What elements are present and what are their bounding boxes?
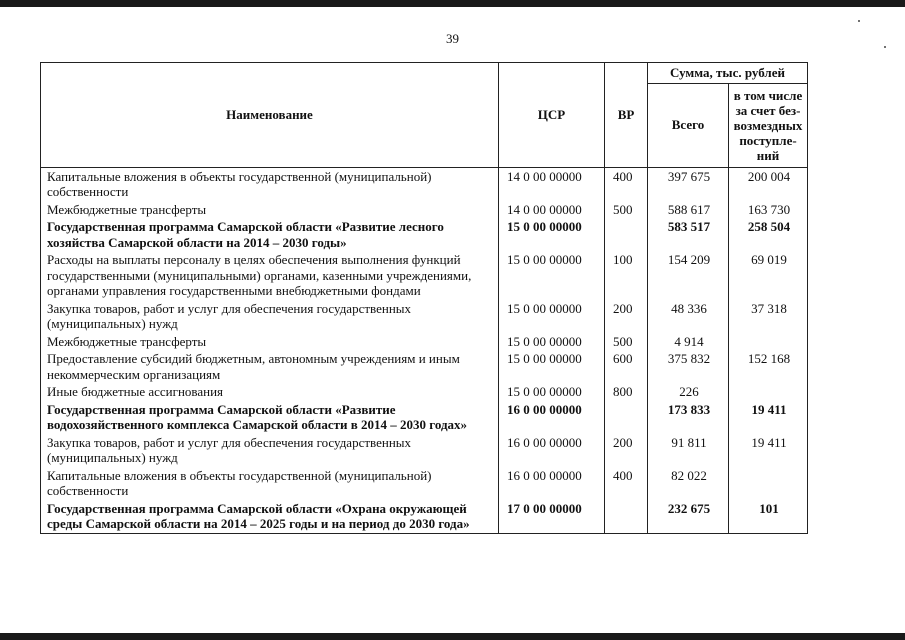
- cell-name: Закупка товаров, работ и услуг для обеспечения государственных (муниципальных) нужд: [41, 434, 499, 467]
- table-row: [41, 201, 808, 219]
- cell-free: 101: [729, 500, 808, 534]
- cell-free: 200 004: [729, 167, 808, 201]
- cell-name: Межбюджетные трансферты: [41, 201, 499, 219]
- cell-name: Государственная программа Самарской области «Охрана окружающей среды Самарской области на 2014 – 2025 годы и на период до 2030 года»: [41, 500, 499, 534]
- cell-name: Государственная программа Самарской области «Развитие лесного хозяйства Самарской области на 2014 – 2030 годы»: [41, 218, 499, 251]
- cell-total: 375 832: [648, 350, 729, 383]
- cell-total: 583 517: [648, 218, 729, 251]
- cell-free: 37 318: [729, 300, 808, 333]
- scan-speck: [858, 20, 860, 22]
- cell-free: 163 730: [729, 201, 808, 219]
- cell-name: Иные бюджетные ассигнования: [41, 383, 499, 401]
- header-free-receipts: в том числе за счет без-возмездных поступле-ний: [729, 83, 808, 167]
- scan-edge-bottom: [0, 633, 905, 640]
- program-row: [41, 500, 808, 534]
- cell-csr: 16 0 00 00000: [499, 401, 605, 434]
- cell-csr: 15 0 00 00000: [499, 333, 605, 351]
- cell-vr: [605, 500, 648, 534]
- table-row: [41, 383, 808, 401]
- cell-csr: 17 0 00 00000: [499, 500, 605, 534]
- table-row: [41, 300, 808, 333]
- cell-vr: 200: [605, 300, 648, 333]
- header-vr: ВР: [605, 63, 648, 168]
- program-row: [41, 401, 808, 434]
- cell-total: 91 811: [648, 434, 729, 467]
- cell-vr: 500: [605, 201, 648, 219]
- cell-vr: [605, 218, 648, 251]
- cell-csr: 15 0 00 00000: [499, 218, 605, 251]
- cell-total: 397 675: [648, 167, 729, 201]
- cell-free: [729, 383, 808, 401]
- header-csr: ЦСР: [499, 63, 605, 168]
- cell-vr: 400: [605, 467, 648, 500]
- cell-total: 154 209: [648, 251, 729, 300]
- cell-csr: 16 0 00 00000: [499, 467, 605, 500]
- cell-vr: 600: [605, 350, 648, 383]
- cell-name: Капитальные вложения в объекты государственной (муниципальной) собственности: [41, 167, 499, 201]
- cell-name: Закупка товаров, работ и услуг для обеспечения государственных (муниципальных) нужд: [41, 300, 499, 333]
- cell-name: Предоставление субсидий бюджетным, автономным учреждениям и иным некоммерческим организациям: [41, 350, 499, 383]
- cell-csr: 15 0 00 00000: [499, 251, 605, 300]
- cell-vr: 100: [605, 251, 648, 300]
- table-row: [41, 350, 808, 383]
- cell-name: Расходы на выплаты персоналу в целях обеспечения выполнения функций государственными (муниципальными) органами, казенными учреждениями, органами управления государственными внебюджетными фондами: [41, 251, 499, 300]
- cell-vr: [605, 401, 648, 434]
- table-row: [41, 251, 808, 300]
- cell-free: [729, 467, 808, 500]
- cell-free: 152 168: [729, 350, 808, 383]
- table-row: [41, 167, 808, 201]
- page-number: 39: [446, 31, 459, 46]
- table-row: [41, 434, 808, 467]
- cell-total: 48 336: [648, 300, 729, 333]
- cell-name: Межбюджетные трансферты: [41, 333, 499, 351]
- cell-total: 232 675: [648, 500, 729, 534]
- cell-vr: 800: [605, 383, 648, 401]
- header-name: Наименование: [41, 63, 499, 168]
- header-amount-group: Сумма, тыс. рублей: [648, 63, 808, 84]
- cell-csr: 15 0 00 00000: [499, 300, 605, 333]
- cell-free: 69 019: [729, 251, 808, 300]
- cell-free: 19 411: [729, 401, 808, 434]
- cell-total: 82 022: [648, 467, 729, 500]
- cell-csr: 15 0 00 00000: [499, 383, 605, 401]
- cell-total: 4 914: [648, 333, 729, 351]
- cell-vr: 400: [605, 167, 648, 201]
- cell-name: Капитальные вложения в объекты государственной (муниципальной) собственности: [41, 467, 499, 500]
- cell-total: 226: [648, 383, 729, 401]
- scan-edge-top: [0, 0, 905, 7]
- program-row: [41, 218, 808, 251]
- cell-free: [729, 333, 808, 351]
- cell-name: Государственная программа Самарской области «Развитие водохозяйственного комплекса Самарской области в 2014 – 2030 годах»: [41, 401, 499, 434]
- cell-vr: 200: [605, 434, 648, 467]
- cell-total: 173 833: [648, 401, 729, 434]
- cell-total: 588 617: [648, 201, 729, 219]
- cell-csr: 14 0 00 00000: [499, 167, 605, 201]
- cell-free: 19 411: [729, 434, 808, 467]
- header-total: Всего: [648, 83, 729, 167]
- table-body: [41, 167, 808, 533]
- cell-csr: 16 0 00 00000: [499, 434, 605, 467]
- table-header: [41, 63, 808, 168]
- cell-csr: 15 0 00 00000: [499, 350, 605, 383]
- table-row: [41, 333, 808, 351]
- table-row: [41, 467, 808, 500]
- cell-vr: 500: [605, 333, 648, 351]
- budget-table: [40, 62, 808, 534]
- cell-csr: 14 0 00 00000: [499, 201, 605, 219]
- cell-free: 258 504: [729, 218, 808, 251]
